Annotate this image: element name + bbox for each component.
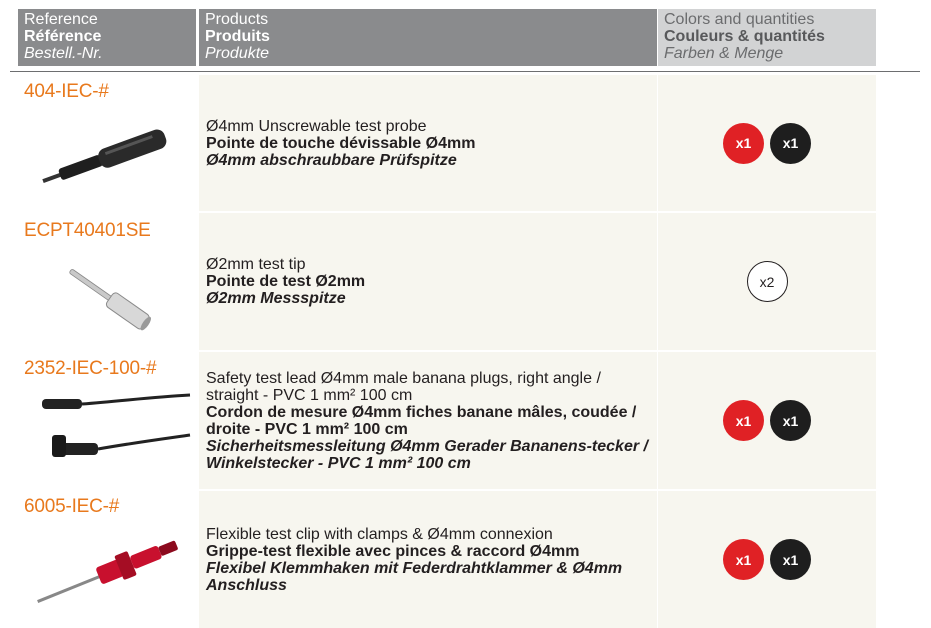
product-name-de: Sicherheitsmessleitung Ø4mm Gerader Bananens-tecker / Winkelstecker - PVC 1 mm² 100 cm	[206, 437, 648, 472]
test-tip-image	[22, 244, 192, 350]
product-name-en: Flexible test clip with clamps & Ø4mm connexion	[206, 525, 553, 543]
product-description	[199, 213, 657, 350]
black-quantity-badge: x1	[770, 539, 811, 580]
header-reference	[18, 9, 196, 66]
header-colors-fr: Couleurs & quantités	[664, 28, 825, 45]
header-colors-en: Colors and quantities	[664, 11, 815, 28]
header-reference-en: Reference	[24, 11, 98, 28]
red-quantity-badge: x1	[723, 539, 764, 580]
header-reference-fr: Référence	[24, 28, 102, 45]
reference-label: 2352-IEC-100-#	[24, 358, 157, 379]
header-colors-de: Farben & Menge	[664, 45, 784, 62]
header-products-en: Products	[205, 11, 269, 28]
product-description	[199, 491, 657, 628]
reference-label: 6005-IEC-#	[24, 496, 120, 517]
red-quantity-badge: x1	[723, 400, 764, 441]
product-name-de: Flexibel Klemmhaken mit Federdrahtklammer & Ø4mm Anschluss	[206, 559, 623, 594]
reference-label: 404-IEC-#	[24, 81, 109, 102]
red-quantity-badge: x1	[723, 123, 764, 164]
header-reference-de: Bestell.-Nr.	[24, 45, 103, 62]
black-quantity-badge: x1	[770, 123, 811, 164]
test-clip-image	[22, 520, 192, 626]
colors-quantities	[658, 213, 876, 350]
colors-quantities	[658, 75, 876, 211]
header-products-de: Produkte	[205, 45, 270, 62]
header-products-fr: Produits	[205, 28, 270, 45]
header-divider	[10, 71, 920, 72]
test-probe-image	[22, 108, 192, 214]
black-quantity-badge: x1	[770, 400, 811, 441]
product-name-de: Ø2mm Messspitze	[206, 290, 346, 307]
colors-quantities	[658, 352, 876, 489]
white-quantity-badge: x2	[747, 261, 788, 302]
test-lead-image	[22, 383, 192, 489]
product-name-en: Safety test lead Ø4mm male banana plugs, right angle / straight - PVC 1 mm² 100 cm	[206, 369, 601, 404]
header-colors	[658, 9, 876, 66]
reference-label: ECPT40401SE	[24, 220, 151, 241]
header-products	[199, 9, 657, 66]
product-name-en: Ø2mm test tip	[206, 256, 306, 273]
product-name-fr: Pointe de test Ø2mm	[206, 273, 366, 290]
product-name-en: Ø4mm Unscrewable test probe	[206, 117, 427, 135]
product-name-fr: Pointe de touche dévissable Ø4mm	[206, 134, 476, 152]
product-description	[199, 75, 657, 211]
product-name-de: Ø4mm abschraubbare Prüfspitze	[206, 151, 457, 169]
product-name-fr: Cordon de mesure Ø4mm fiches banane mâles, coudée / droite - PVC 1 mm² 100 cm	[206, 403, 637, 438]
colors-quantities	[658, 491, 876, 628]
product-description	[199, 352, 657, 489]
product-name-fr: Grippe-test flexible avec pinces & raccord Ø4mm	[206, 542, 580, 560]
